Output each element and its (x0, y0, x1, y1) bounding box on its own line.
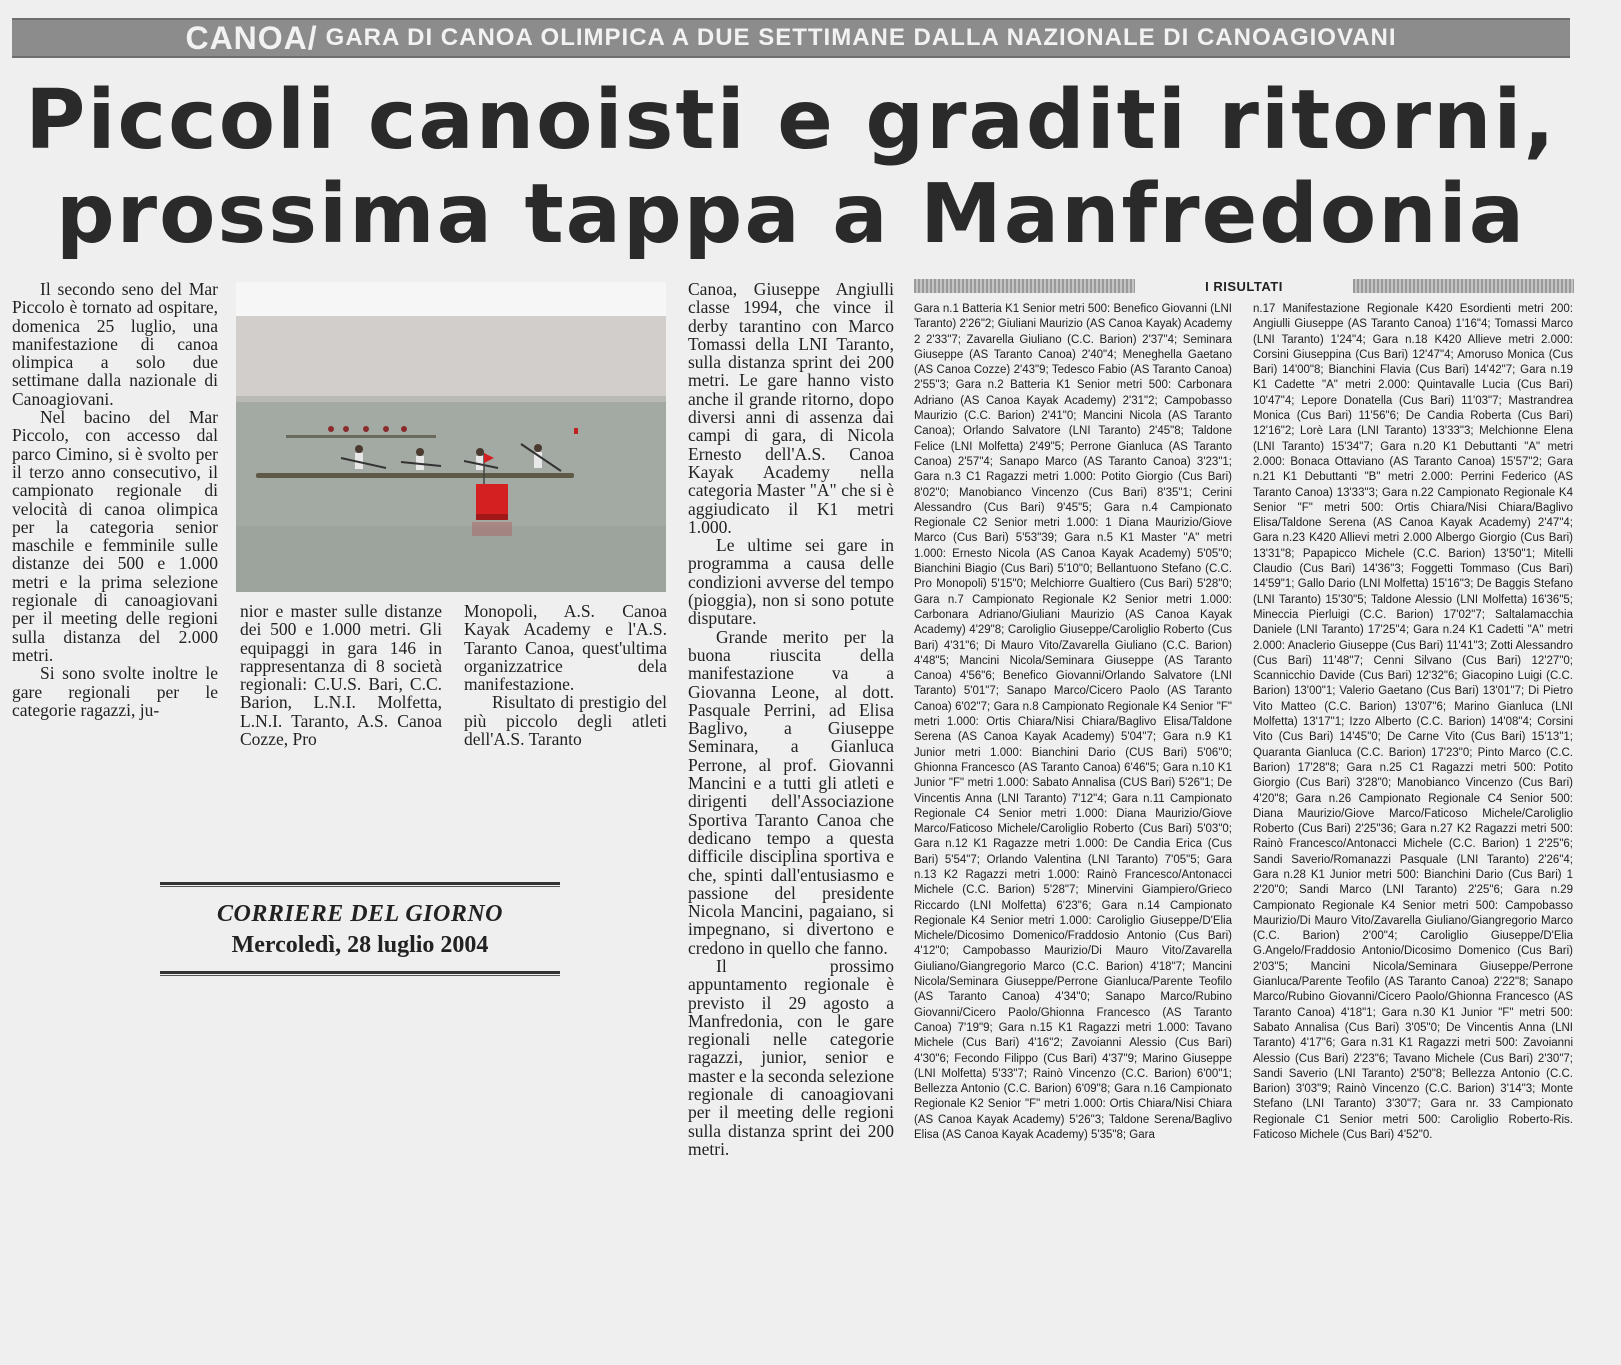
results-header-bar-right (1353, 279, 1574, 293)
article-paragraph: Risultato di prestigio del più piccolo degli atleti dell'A.S. Taranto (464, 692, 667, 750)
article-paragraph: Monopoli, A.S. Canoa Kayak Academy e l'A.S. Taranto Canoa, quest'ultima organizzatrice dela manifestazione. (464, 601, 667, 695)
kicker-subtitle: GARA DI CANOA OLIMPICA A DUE SETTIMANE DALLA NAZIONALE DI CANOAGIOVANI (325, 24, 1397, 51)
article-paragraph: Canoa, Giuseppe Angiulli classe 1994, che vince il derby tarantino con Marco Tomassi della LNI Taranto, sulla distanza sprint dei 200 metri. Le gare hanno visto anche il grande ritorno, dopo diversi anni di assenza dai campi di gara, di Nicola Ernesto dell'A.S. Canoa Kayak Academy nella categoria Master "A" che si è aggiudicato il K1 metri 1.000. (688, 279, 894, 537)
results-header (914, 276, 1574, 296)
source-rule-top (160, 882, 560, 887)
article-paragraph: Nel bacino del Mar Piccolo, con accesso dal parco Cimino, si è svolto per il terzo anno consecutivo, il campionato regionale di velocità di canoa olimpica per la categoria senior maschile e femminile sulle distanze dei 500 e 1.000 metri e la prima selezione regionale di canoagiovani per il meeting delle regioni sulla distanza del 2.000 metri. (12, 407, 218, 665)
headline-line-1: Piccoli canoisti e graditi ritorni, (25, 73, 1557, 168)
article-paragraph: nior e master sulle distanze dei 500 e 1.000 metri. Gli equipaggi in gara 146 in rappresentanza di 8 società regionali: C.U.S. Bari, C.C. Barion, L.N.I. Molfetta, L.N.I. Taranto, A.S. Canoa Cozze, Pro (240, 601, 442, 750)
photo-frame-top (236, 282, 666, 316)
article-column-1 (12, 280, 218, 719)
section-kicker (12, 18, 1570, 58)
results-column-2: n.17 Manifestazione Regionale K420 Esordienti metri 200: Angiulli Giuseppe (AS Taranto Canoa) 1'16"4; Tomassi Marco (LNI Taranto) 1'24"4; Gara n.18 K420 Allieve metri 2.000: Corsini Giuseppina (Cus Bari) 12'47"4; Amoruso Monica (Cus Bari) 14'00"8; Bianchini Flavia (Cus Bari) 14'42"7; Gara n.19 K1 Cadette "A" metri 2.000: Quintavalle Lucia (Cus Bari) 10'47"4; Lepore Donatella (Cus Bari) 11'03"7; Mastrandrea Monica (Cus Bari) 11'56"6; De Candia Roberta (Cus Bari) 12'16"2; Lorè Lara (LNI Taranto) 13'33"3; Melchionne Elena (LNI Taranto) 15'34"7; Gara n.20 K1 Debuttanti "A" metri 2.000: Bonaca Ottaviano (AS Taranto Canoa) 15'57"2; Gara n.21 K1 Debuttanti "B" metri 2.000: Perrini Federico (AS Taranto Canoa) 13'33"3; Gara n.22 Campionato Regionale K4 Senior "F" metri 500: Ortis Chiara/Nisi Chiara/Baglivo Elisa/Taldone Serena (AS Canoa Kayak Academy) 2'47"4; Gara n.23 K420 Allievi metri 2.000 Albergo Giorgio (Cus Bari) 13'31"8; Papapicco Michele (C.C. Barion) 13'50"1; Mitelli Claudio (Cus Bari) 14'36"3; Foggetti Tommaso (Cus Bari) 14'59"1; Gallo Dario (LNI Molfetta) 15'16"3; De Baggis Stefano (LNI Taranto) 15'30"5; Taldone Alessio (LNI Molfetta) 16'36"5; Mineccia Pierluigi (C.C. Barion) 17'02"7; Saltalamacchia Daniele (LNI Taranto) 17'25"4; Gara n.24 K1 Cadetti "A" metri 2.000: Anaclerio Giuseppe (Cus Bari) 11'41"3; Zotti Alessandro (Cus Bari) 11'48"7; Cenni Silvano (Cus Bari) 12'27"0; Scannicchio Davide (Cus Bari) 12'32"6; Giacopino Luigi (C.C. Barion) 13'00"1; Valerio Gaetano (Cus Bari) 13'01"7; Di Pietro Vito Matteo (C.C. Barion) 13'07"6; Marino Gianluca (LNI Molfetta) 13'17"1; Izzo Alberto (C.C. Barion) 14'08"4; Corsini Vito (Cus Bari) 14'45"0; De Carne Vito (Cus Bari) 15'13"1; Quaranta Gianluca (C.C. Barion) 17'23"0; Pinto Marco (C.C. Barion) 17'28"8; Gara n.25 C1 Ragazzi metri 500: Potito Giorgio (Cus Bari) 3'28"0; Manobianco Vincenzo (Cus Bari) 4'20"8; Gara n.26 Campionato Regionale C4 Senior 500: Diana Maurizio/Giove Marco/Faticoso Michele/Caroliglio Roberto (Cus Bari) 2'25"36; Gara n.27 K2 Ragazzi metri 500: Rainò Francesco/Antonacci Michele (C.C. Barion) 1 2'25"6; Sandi Saverio/Romanazzi Pasquale (LNI Taranto) 2'26"4; Gara n.28 K1 Junior metri 500: Bianchini Dario (Cus Bari) 1 2'20"0; Sandi Marco (LNI Taranto) 2'25"6; Gara n.29 Campionato Regionale K4 Senior metri 500: Campobasso Maurizio/Di Mauro Vito/Zavarella Giuliano/Giangregorio Marco (C.C. Barion) 2'00"4; Caroliglio Giuseppe/D'Elia G.Angelo/Fraddosio Antonio/Dicosimo Domenico (Cus Bari) 2'03"5; Mancini Nicola/Seminara Giuseppe/Perrone Gianluca/Parente Teofilo (AS Taranto Canoa) 2'22"8; Sanapo Marco/Rubino Giovanni/Cicero Paolo/Ghionna Francesco (AS Taranto Canoa) 4'18"1; Gara n.30 K1 Junior "F" metri 500: Sabato Annalisa (Cus Bari) 3'05"0; De Vincentis Anna (LNI Taranto) 4'17"6; Gara n.31 K1 Ragazzi metri 500: Zavoianni Alessio (Cus Bari) 2'23"6; Tavano Michele (Cus Bari) 2'30"7; Sandi Saverio (LNI Taranto) 2'50"8; Bellezza Antonio (C.C. Barion) 3'03"9; Rainò Vincenzo (C.C. Barion) 3'14"3; Monte Stefano (LNI Taranto) 3'30"7; Gara nr. 33 Campionato Regionale C1 Senior metri 500: Caroliglio Roberto-Ris. Faticoso Michele (Cus Bari) 4'52"0. (1253, 303, 1573, 1142)
article-paragraph: Si sono svolte inoltre le gare regionali per le categorie ragazzi, ju- (12, 663, 218, 720)
article-paragraph: Grande merito per la buona riuscita della manifestazione va a Giovanna Leone, al dott. Pasquale Perrini, ad Elisa Baglivo, a Giuseppe Seminara, a Gianluca Perrone, al prof. Giovanni Mancini e a tutti gli atleti e dirigenti dell'Associazione Sportiva Taranto Canoa che dedicano tempo a questa difficile disciplina sportiva e che, spinti dall'entusiasmo e passione del presidente Nicola Mancini, pagaiano, si impegnano, si divertono e credono in quello che fanno. (688, 626, 894, 958)
source-citation (160, 882, 560, 982)
results-header-bar-left (914, 279, 1135, 293)
headline-line-2: prossima tappa a Manfredonia (55, 167, 1527, 262)
publication-date: Mercoledì, 28 luglio 2004 (231, 932, 489, 958)
results-column-1: Gara n.1 Batteria K1 Senior metri 500: Benefico Giovanni (LNI Taranto) 2'26"2; Giuliani Maurizio (AS Canoa Kayak) Academy 2 2'33"7; Zavarella Giuliano (C.C. Barion) 2'37"4; Seminara Giuseppe (AS Taranto Canoa) 2'40"4; Meneghella Gaetano (AS Canoa Cozze) 2'43"9; Tedesco Fabio (AS Taranto Canoa) 2'55"3; Gara n.2 Batteria K1 Senior metri 500: Carbonara Adriano (AS Canoa Kayak Academy) 2'31"2; Campobasso Maurizio (C.C. Barion) 2'41"0; Mancini Nicola (AS Taranto Canoa); Orlando Salvatore (LNI Taranto) 2'45"8; Taldone Felice (LNI Molfetta) 2'49"5; Perrone Gianluca (AS Taranto Canoa) 2'57"4; Sanapo Marco (AS Taranto Canoa) 3'23"1; Gara n.3 C1 Ragazzi metri 1.000: Potito Giorgio (Cus Bari) 8'02"0; Manobianco Vincenzo (Cus Bari) 8'35"1; Cerini Alessandro (Cus Bari) 9'45"5; Gara n.4 Campionato Regionale C2 Senior metri 1.000: 1 Diana Maurizio/Giove Marco (Cus Bari) 5'53"39; Gara n.5 K1 Master "A" metri 1.000: Ernesto Nicola (AS Canoa Kayak Academy) 5'05"0; Bianchini Biagio (Cus Bari) 5'10"0; Bellantuono Stefano (C.C. Pro Monopoli) 5'15"0; Melchiorre Gualtiero (Cus Bari) 5'28"0; Gara n.7 Campionato Regionale K2 Senior metri 1.000: Carbonara Adriano/Giuliani Maurizio (AS Canoa Kayak Academy) 4'29"8; Caroliglio Giuseppe/Caroliglio Roberto (Cus Bari) 4'31"6; Di Mauro Vito/Zavarella Giuliano (C.C. Barion) 4'48"5; Mancini Nicola/Seminara Giuseppe (AS Taranto Canoa) 4'56"6; Benefico Giovanni/Orlando Salvatore (LNI Taranto) 5'01"7; Sanapo Marco/Cicero Paolo (AS Taranto Canoa) 6'02"7; Gara n.8 Campionato Regionale K4 Senior "F" metri 1.000: Ortis Chiara/Nisi Chiara/Baglivo Elisa/Taldone Serena (AS Canoa Kayak Academy) 5'04"7; Gara n.9 K1 Junior metri 1.000: Bianchini Dario (CUS Bari) 5'06"0; Ghionna Francesco (AS Taranto Canoa) 6'46"5; Gara n.10 K1 Junior "F" metri 1.000: Sabato Annalisa (CUS Bari) 5'26"1; De Vincentis Anna (LNI Taranto) 7'12"4; Gara n.11 Campionato Regionale C4 Senior metri 1.000: Diana Maurizio/Giove Marco/Faticoso Michele/Caroliglio Roberto (Cus Bari) 5'03"0; Gara n.12 K1 Ragazze metri 1.000: De Candia Erica (Cus Bari) 5'54"7; Orlando Valentina (LNI Taranto) 7'05"5; Gara n.13 K2 Ragazzi metri 1.000: Rainò Francesco/Antonacci Michele (C.C. Barion) 5'28"7; Minervini Giampiero/Grieco Riccardo (LNI Molfetta) 6'23"6; Gara n.14 Campionato Regionale K4 Senior metri 1.000: Caroliglio Giuseppe/D'Elia Michele/Dicosimo Domenico/Fraddosio Antonio (Cus Bari) 4'12"0; Campobasso Maurizio/Di Mauro Vito/Zavarella Giuliano/Giangregorio Marco (C.C. Barion) 4'18"7; Mancini Nicola/Seminara Giuseppe/Perrone Gianluca/Parente Teofilo (AS Taranto Canoa) 4'34"0; Sanapo Marco/Rubino Giovanni/Cicero Paolo/Ghionna Francesco (AS Taranto Canoa) 7'19"9; Gara n.15 K1 Ragazzi metri 1.000: Tavano Michele (Cus Bari) 4'16"2; Zavoianni Alessio (Cus Bari) 4'30"6; Fecondo Filippo (Cus Bari) 4'37"9; Marino Giuseppe (LNI Molfetta) 5'33"7; Rainò Vincenzo (C.C. Barion) 6'00"1; Bellezza Antonio (C.C. Barion) 6'09"8; Gara n.16 Campionato Regionale K2 Senior "F" metri 1.000: Ortis Chiara/Nisi Chiara (AS Canoa Kayak Academy) 5'26"3; Taldone Serena/Baglivo Elisa (AS Canoa Kayak Academy) 5'35"8; Gara (914, 303, 1232, 1142)
kicker-section-name: CANOA/ (185, 19, 318, 56)
results-title: I RISULTATI (1205, 278, 1283, 294)
headline (12, 74, 1570, 262)
article-paragraph: Il secondo seno del Mar Piccolo è tornato ad ospitare, domenica 25 luglio, una manifestazione di canoa olimpica a solo due settimane dalla nazionale di Canoagiovani. (12, 279, 218, 409)
kayak-race-photo (236, 316, 666, 592)
article-column-2 (240, 602, 442, 748)
article-column-3 (464, 602, 667, 748)
article-paragraph: Il prossimo appuntamento regionale è previsto il 29 agosto a Manfredonia, con le gare regionali nelle categorie ragazzi, junior, senior e master e la seconda selezione regionale di canoagiovani per il meeting delle regioni sulla distanza sprint dei 200 metri. (688, 955, 895, 1159)
source-rule-bottom (160, 971, 560, 976)
kayak-race-illustration (236, 316, 666, 592)
article-column-4 (688, 280, 894, 1158)
newspaper-name: CORRIERE DEL GIORNO (216, 901, 503, 927)
article-paragraph: Le ultime sei gare in programma a causa delle condizioni avverse del tempo (pioggia), non si sono potute disputare. (688, 535, 894, 629)
